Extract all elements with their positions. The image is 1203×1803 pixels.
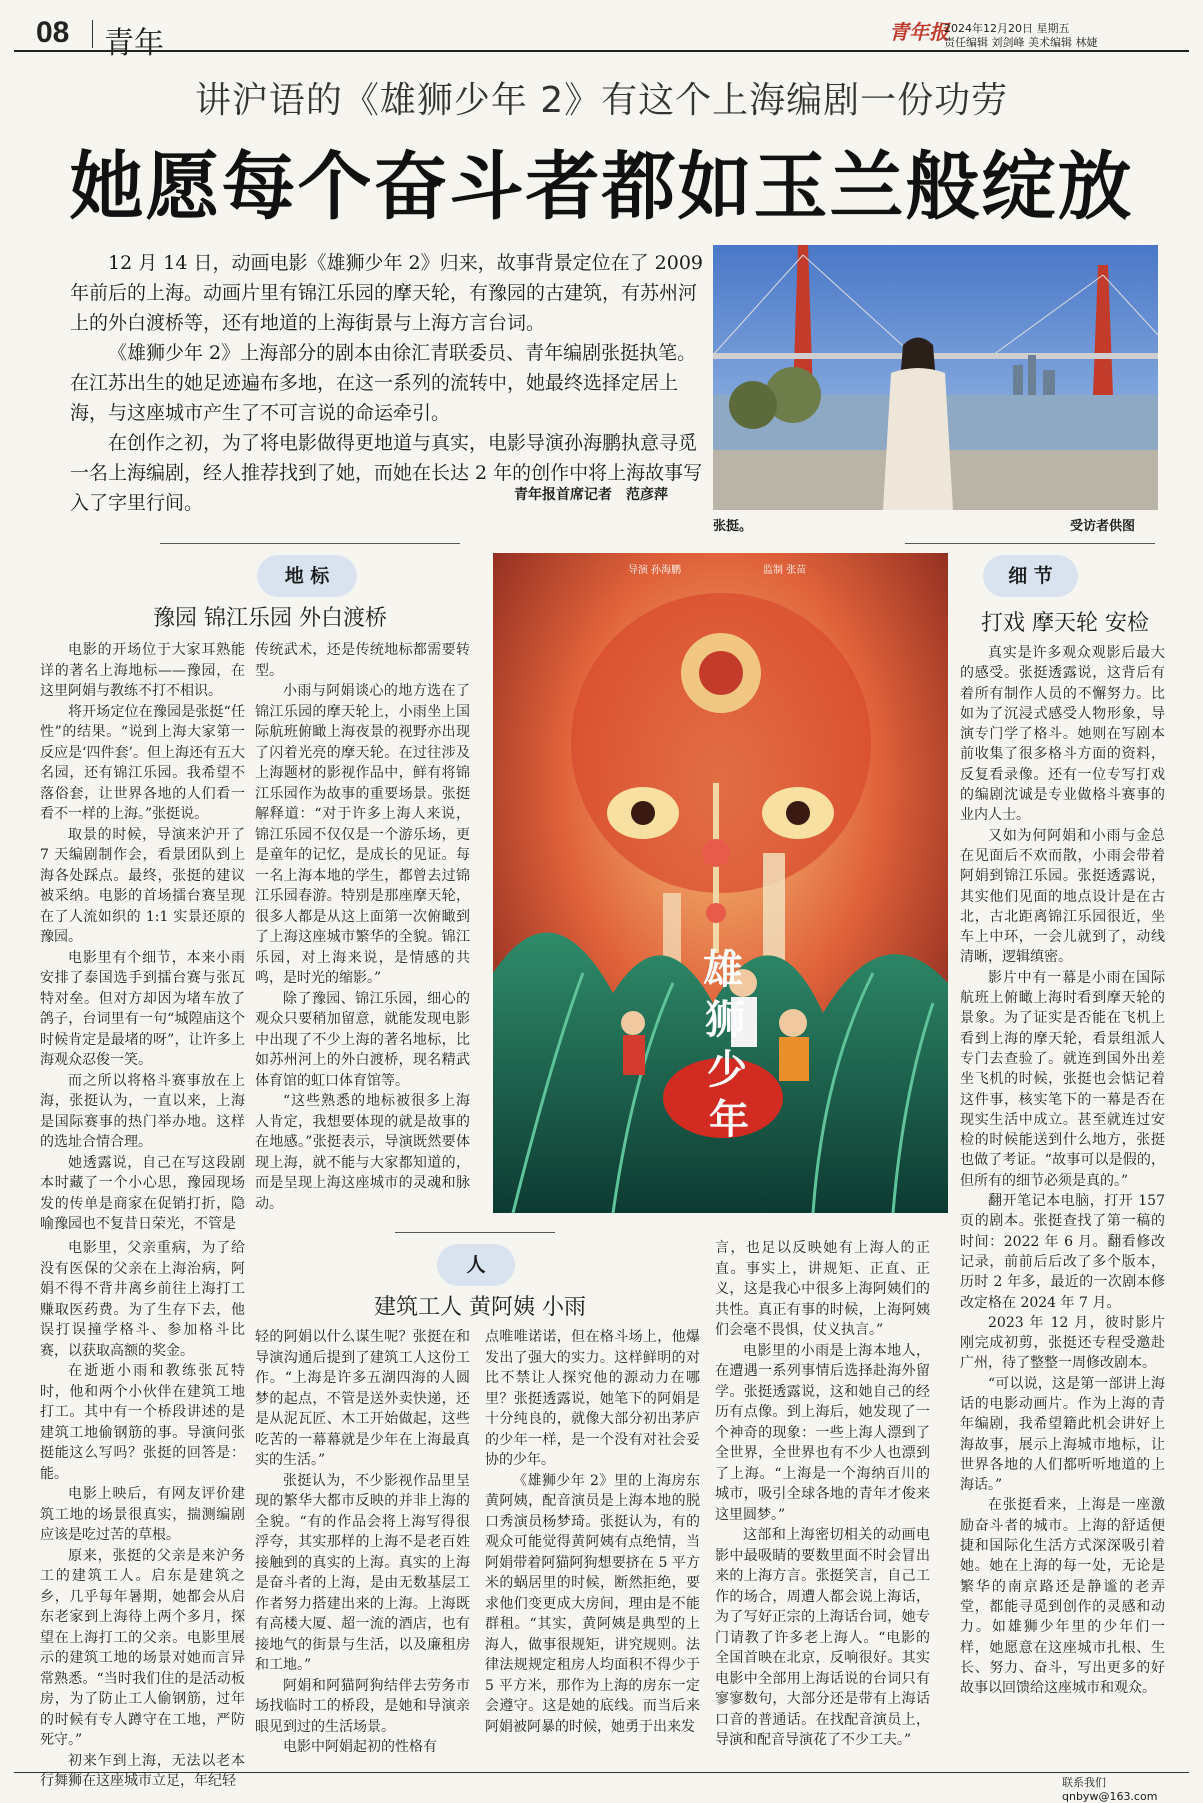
paragraph: 电影中阿娟起初的性格有	[283, 1739, 437, 1755]
poster-director: 导演 孙海鹏	[628, 565, 682, 576]
landmark-heading: 豫园 锦江乐园 外白渡桥	[153, 606, 387, 631]
page-header	[14, 10, 1189, 61]
paragraph: 轻的阿娟以什么谋生呢？张挺在和导演沟通后提到了建筑工人这份工作。“上海是许多五湖四海的人圆梦的起点，不管是送外卖快递，还是从泥瓦匠、木工开始做起，这些吃苦的一幕幕就是少年在上海最真实的生活。”	[255, 1329, 470, 1468]
detail-heading: 打戏 摩天轮 安检	[981, 611, 1149, 636]
poster-title-glyph: 少	[707, 1046, 747, 1093]
footer-rule	[14, 1772, 1189, 1773]
paragraph: 在逝逝小雨和教练张瓦特时，他和两个小伙伴在建筑工地打工。其中有一个桥段讲述的是建筑工地偷钢筋的事。导演问张挺能这么写吗？张挺的回答是：能。	[40, 1363, 245, 1482]
detail-column	[960, 643, 1165, 1698]
photo-caption: 张挺。	[713, 519, 753, 534]
dateline	[944, 22, 1098, 50]
lede-paragraph: 12 月 14 日，动画电影《雄狮少年 2》归来，故事背景定位在了 2009 年前后的上海。动画片里有锦江乐园的摩天轮，有豫园的古建筑，有苏州河上的外白渡桥等，还有地道的上海街景与上海方言台词。	[70, 252, 703, 334]
landmark-marker	[160, 543, 460, 593]
poster-producer: 监制 张苗	[763, 565, 807, 576]
movie-poster	[493, 553, 948, 1213]
portrait-photo	[713, 245, 1158, 510]
paragraph: 她透露说，自己在写这段剧本时藏了一个小心思，豫园现场发的传单是商家在促销打折，隐喻豫园也不复昔日荣光，不管是	[40, 1154, 245, 1232]
paragraph: 点唯唯诺诺，但在格斗场上，他爆发出了强大的实力。这样鲜明的对比不禁让人探究他的源动力在哪里？张挺透露说，她笔下的阿娟是十分纯良的，就像大部分初出茅庐的少年一样，是一个没有对社会妥协的少年。	[485, 1329, 700, 1468]
poster-title-glyph: 年	[709, 1096, 749, 1143]
paragraph: 原来，张挺的父亲是来沪务工的建筑工人。启东是建筑之乡，几乎每年暑期，她都会从启东老家到上海待上两个多月，探望在上海打工的父亲。电影里展示的建筑工地的场景对她而言异常熟悉。“当时我们住的是活动板房，为了防止工人偷钢筋，过年的时候有专人蹲守在工地，严防死守。”	[40, 1547, 245, 1748]
people-pill: 人	[437, 1244, 515, 1286]
people-column-3	[485, 1327, 700, 1737]
paragraph: 言，也足以反映她有上海人的正直。事实上，讲规矩、正直、正义，这是我心中很多上海阿姨们的共性。真正有事的时候，上海阿姨们会毫不畏惧，仗义执言。”	[715, 1240, 930, 1338]
article-title: 她愿每个奋斗者都如玉兰般绽放	[69, 144, 1134, 230]
section-name: 青年	[104, 26, 164, 61]
people-column-2	[255, 1327, 470, 1758]
paragraph: 将开场定位在豫园是张挺“任性”的结果。“说到上海大家第一反应是‘四件套’。但上海还有五大名园，还有锦江乐园。我希望不落俗套，让世界各地的人们看一看不一样的上海。”张挺说。	[40, 703, 245, 822]
paragraph: 小雨与阿娟谈心的地方选在了锦江乐园的摩天轮上，小雨坐上国际航班俯瞰上海夜景的视野亦出现了闪着光亮的摩天轮。在过往涉及上海题材的影视作品中，鲜有将锦江乐园作为故事的重要场景。张挺解释道：“对于许多上海人来说，锦江乐园不仅仅是一个游乐场，更是童年的记忆，是成长的见证。每一名上海本地的学生，都曾去过锦江乐园春游。特别是那座摩天轮，很多人都是从这上面第一次俯瞰到了上海这座城市繁华的全貌。锦江乐园，对上海来说，是情感的共鸣，是时光的缩影。”	[255, 683, 470, 986]
people-marker	[395, 1232, 555, 1282]
paragraph: 张挺认为，不少影视作品里呈现的繁华大都市反映的并非上海的全貌。“有的作品会将上海写得很浮夸，其实那样的上海不是老百姓接触到的真实的上海。真实的上海是奋斗者的上海，是由无数基层工作者努力搭建出来的上海。上海既有高楼大厦、超一流的酒店，也有接地气的街景与生活，以及廉租房和工地。”	[255, 1472, 470, 1673]
paragraph: 除了豫园、锦江乐园，细心的观众只要稍加留意，就能发现电影中出现了不少上海的著名地标，比如苏州河上的外白渡桥，现名精武体育馆的虹口体育馆等。	[255, 990, 470, 1089]
footer-contact: 联系我们 qnbyw@163.com	[1062, 1776, 1158, 1803]
landmark-column-1	[40, 640, 245, 1235]
landmark-pill: 地 标	[257, 555, 357, 597]
paragraph: 这部和上海密切相关的动画电影中最吸睛的要数里面不时会冒出来的上海方言。张挺笑言，自己工作的场合，周遭人都会说上海话，为了写好正宗的上海话台词，她专门请教了许多老上海人。“电影的全国首映在北京，反响很好。其实电影中全部用上海话说的台词只有寥寥数句，大部分还是带有上海话口音的普通话。在找配音演员上，导演和配音导演花了不少工夫。”	[715, 1527, 930, 1748]
paragraph: 取景的时候，导演来沪开了 7 天编剧制作会，看景团队到上海各处踩点。最终，张挺的建议被采纳。电影的首场擂台赛呈现在了人流如织的 1:1 实景还原的豫园。	[40, 826, 245, 945]
people-column-1	[40, 1238, 245, 1792]
article-subtitle: 讲沪语的《雄狮少年 2》有这个上海编剧一份功劳	[194, 80, 1009, 121]
paragraph: 在张挺看来，上海是一座激励奋斗者的城市。上海的舒适便捷和国际化生活方式深深吸引着她。她在上海的每一处，无论是繁华的南京路还是静谧的老弄堂，都能寻觅到创作的灵感和动力。如雄狮少年里的少年们一样，她愿意在这座城市扎根、生长、努力、奋斗，写出更多的好故事以回馈给这座城市和观众。	[960, 1497, 1165, 1697]
newspaper-logo: 青年报	[889, 20, 949, 44]
divider-line	[395, 1232, 555, 1233]
paragraph: 影片中有一幕是小雨在国际航班上俯瞰上海时看到摩天轮的景象。为了证实是否能在飞机上看到上海的摩天轮，看景组派人专门去查验了。就连到国外出差坐飞机的时候，张挺也会惦记着这件事，核实笔下的一幕是否在现实生活中成立。甚至就连过安检的时候能送到什么地方，张挺也做了考证。“故事可以是假的，但所有的细节必须是真的。”	[960, 969, 1165, 1189]
people-column-4	[715, 1238, 930, 1751]
divider-line	[905, 543, 1155, 544]
paragraph: “这些熟悉的地标被很多上海人肯定，我想要体现的就是故事的在地感。”张挺表示，导演既然要体现上海，就不能与大家都知道的，而是呈现上海这座城市的灵魂和脉动。	[255, 1093, 470, 1212]
detail-marker	[905, 543, 1155, 593]
poster-title-glyph: 雄	[703, 946, 743, 993]
lede	[70, 248, 710, 518]
detail-pill: 细 节	[983, 555, 1078, 597]
paragraph: 翻开笔记本电脑，打开 157 页的剧本。张挺查找了第一稿的时间：2022 年 6 月。翻看修改记录，前前后后改了多个版本，历时 2 年多，最近的一次剧本修改定格在 2024 年 7 月。	[960, 1193, 1165, 1311]
paragraph: 而之所以将格斗赛事放在上海，张挺认为，一直以来，上海是国际赛事的热门举办地。这样的选址合情合理。	[40, 1072, 245, 1150]
paragraph: 《雄狮少年 2》里的上海房东黄阿姨，配音演员是上海本地的脱口秀演员杨梦琦。张挺认为，有的观众可能觉得黄阿姨有点绝情，当阿娟带着阿猫阿狗想要挤在 5 平方米的蜗居里的时候，断然拒绝，要求他们变更成大房间，理由是不能群租。“其实，黄阿姨是典型的上海人，做事很规矩，讲究规则。法律法规规定租房人均面积不得少于 5 平方米，那作为上海的房东一定会遵守。这是她的底线。而当后来阿娟被阿暴的时候，她勇于出来发	[485, 1472, 700, 1735]
landmark-column-2	[255, 640, 470, 1214]
paragraph: 传统武术，还是传统地标都需要转型。	[255, 642, 470, 679]
people-heading: 建筑工人 黄阿姨 小雨	[374, 1295, 586, 1320]
header-divider	[92, 20, 93, 48]
paragraph: 电影里有个细节，本来小雨安排了泰国选手到擂台赛与张瓦特对垒。但对方却因为堵车放了鸽子，台词里有一句“城隍庙这个时候肯定是最堵的呀”，让许多上海观众忍俊一笑。	[40, 949, 245, 1068]
page-number: 08	[36, 16, 70, 49]
paragraph: 阿娟和阿猫阿狗结伴去劳务市场找临时工的桥段，是她和导演亲眼见到过的生活场景。	[255, 1677, 470, 1735]
paragraph: 电影里的小雨是上海本地人，在遭遇一系列事情后选择赴海外留学。张挺透露说，这和她自己的经历有点像。到上海后，她发现了一个神奇的现象：一些上海人漂到了全世界，全世界也有不少人也漂到了上海。“上海是一个海纳百川的城市，吸引全球各地的青年才俊来这里圆梦。”	[715, 1342, 930, 1523]
paragraph: 电影上映后，有网友评价建筑工地的场景很真实，揣测编剧应该是吃过苦的草根。	[40, 1486, 245, 1543]
paragraph: 电影的开场位于大家耳熟能详的著名上海地标——豫园，在这里阿娟与教练不打不相识。	[40, 642, 245, 699]
paragraph: 电影里，父亲重病，为了给没有医保的父亲在上海治病，阿娟不得不背井离乡前往上海打工赚取医药费。为了生存下去，他误打误撞学格斗、参加格斗比赛，以获取高额的奖金。	[40, 1240, 245, 1359]
paragraph: 2023 年 12 月，彼时影片刚完成初剪，张挺还专程受邀赴广州，待了整整一周修改剧本。	[960, 1314, 1165, 1372]
lede-paragraph: 《雄狮少年 2》上海部分的剧本由徐汇青联委员、青年编剧张挺执笔。在江苏出生的她足迹遍布多地，在这一系列的流转中，她最终选择定居上海，与这座城市产生了不可言说的命运牵引。	[70, 342, 697, 424]
paragraph: 又如为何阿娟和小雨与金总在见面后不欢而散，小雨会带着阿娟到锦江乐园。张挺透露说，其实他们见面的地点设计是在古北，古北距离锦江乐园很近，坐车上中环，一会儿就到了，动线清晰，逻辑缜密。	[960, 827, 1165, 966]
issue-date: 2024年12月20日 星期五	[944, 22, 1070, 35]
paragraph: 初来乍到上海，无法以老本行舞狮在这座城市立足，年纪轻	[40, 1752, 245, 1789]
poster-title-glyph: 狮	[705, 996, 745, 1043]
divider-line	[160, 543, 460, 544]
editors: 责任编辑 刘剑峰 美术编辑 林婕	[944, 36, 1098, 49]
paragraph: “可以说，这是第一部讲上海话的电影动画片。作为上海的青年编剧，我希望籍此机会讲好上海故事，展示上海城市地标，让世界各地的人们都听听地道的上海话。”	[960, 1375, 1165, 1494]
byline: 青年报首席记者 范彦萍	[514, 487, 668, 503]
lede-paragraph: 在创作之初，为了将电影做得更地道与真实，电影导演孙海鹏执意寻觅一名上海编剧，经人推荐找到了她，而她在长达 2 年的创作中将上海故事写入了字里行间。	[70, 432, 703, 514]
photo-credit: 受访者供图	[1070, 519, 1136, 534]
paragraph: 真实是许多观众观影后最大的感受。张挺透露说，这背后有着所有制作人员的不懈努力。比如为了沉浸式感受人物形象，导演专门学了格斗。她则在写剧本前收集了很多格斗方面的资料，反复看录像。还有一位专写打戏的编剧沈诚是专业做格斗赛事的业内人士。	[960, 645, 1165, 824]
